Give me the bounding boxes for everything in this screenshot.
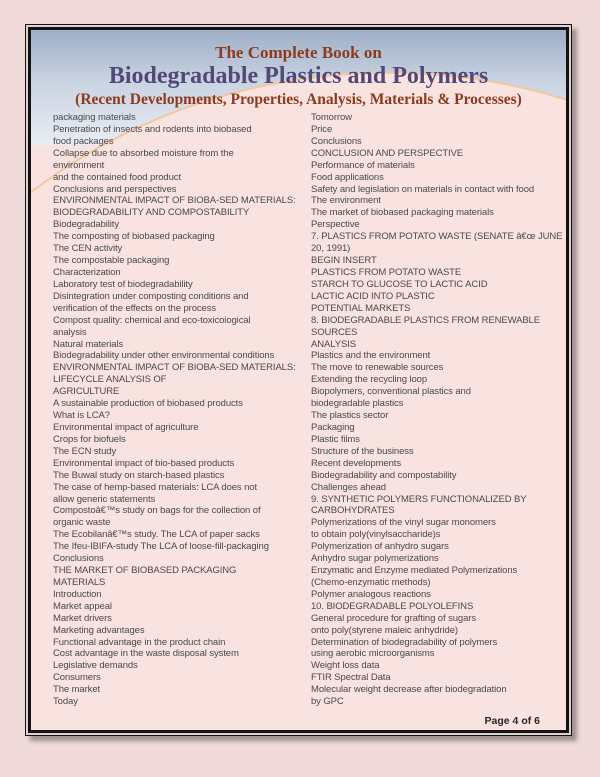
toc-line: Biodegradability and compostability <box>311 469 457 481</box>
toc-line: Conclusions and perspectives <box>53 183 177 195</box>
toc-line: Performance of materials <box>311 159 415 171</box>
frame-outer-border <box>25 24 572 736</box>
book-title: Biodegradable Plastics and Polymers <box>108 63 489 89</box>
toc-line: The composting of biobased packaging <box>53 231 215 243</box>
toc-line: The Ifeu-IBIFA-study The LCA of loose-fill-packaging <box>53 541 269 553</box>
toc-line: AGRICULTURE <box>53 386 120 398</box>
toc-line: FTIR Spectral Data <box>311 672 391 684</box>
toc-line: Compost quality: chemical and eco-toxicoiogical <box>53 314 251 326</box>
toc-line: The market of biobased packaging materials <box>311 207 494 219</box>
toc-line: Anhydro sugar polymerizations <box>311 553 439 565</box>
toc-line: The case of hemp-based materials: LCA does not <box>53 481 257 493</box>
toc-right-column <box>311 112 562 708</box>
toc-line: The environment <box>311 195 381 207</box>
toc-line: to obtain poly(vinylsaccharide)s <box>311 529 441 541</box>
toc-line: General procedure for grafting of sugars <box>311 612 476 624</box>
toc-line: Plastics and the environment <box>311 350 431 362</box>
toc-line: The market <box>53 684 101 696</box>
toc-line: Polymerizations of the vinyl sugar monomers <box>311 517 496 529</box>
toc-line: SOURCES <box>311 326 358 338</box>
toc-line: Legislative demands <box>53 660 138 672</box>
toc-line: Enzymatic and Enzyme mediated Polymerizations <box>311 565 518 577</box>
toc-line: BEGIN INSERT <box>311 255 377 267</box>
toc-line: Biodegradability <box>53 219 119 231</box>
toc-line: Molecular weight decrease after biodegradation <box>311 684 507 696</box>
toc-line: Extending the recycling loop <box>311 374 428 386</box>
toc-line: onto poly(styrene maleic anhydride) <box>311 624 458 636</box>
toc-line: THE MARKET OF BIOBASED PACKAGING <box>53 565 237 577</box>
toc-line: Compostoâ€™s study on bags for the collection of <box>53 505 261 517</box>
toc-line: Environmental impact of agriculture <box>53 421 199 433</box>
book-header <box>31 30 566 109</box>
toc-line: Characterization <box>53 266 121 278</box>
toc-line: 7. PLASTICS FROM POTATO WASTE (SENATE â€œ JUNE <box>311 231 563 243</box>
toc-line: Market drivers <box>53 612 112 624</box>
toc-line: Structure of the business <box>311 445 414 457</box>
toc-line: Plastic films <box>311 433 360 445</box>
toc-line: organic waste <box>53 517 111 529</box>
toc-line: POTENTIAL MARKETS <box>311 302 411 314</box>
toc-line: Laboratory test of biodegradability <box>53 278 193 290</box>
toc-line: Consumers <box>53 672 101 684</box>
document-frame <box>25 24 572 736</box>
toc-line: STARCH TO GLUCOSE TO LACTIC ACID <box>311 278 488 290</box>
toc-line: The ECN study <box>53 445 117 457</box>
toc-line: biodegradable plastics <box>311 398 404 410</box>
toc-line: Perspective <box>311 219 360 231</box>
toc-line: Polymer analogous reactions <box>311 588 431 600</box>
toc-line: CONCLUSION AND PERSPECTIVE <box>311 147 464 159</box>
toc-line: A sustainable production of biobased products <box>53 398 243 410</box>
toc-line: Introduction <box>53 588 102 600</box>
toc-line: Biodegradability under other environmental conditions <box>53 350 275 362</box>
table-of-contents <box>31 109 566 708</box>
toc-line: Marketing advantages <box>53 624 145 636</box>
toc-line: environment <box>53 159 105 171</box>
toc-line: Today <box>53 696 78 708</box>
toc-line: Recent developments <box>311 457 401 469</box>
series-title: The Complete Book on <box>215 43 382 62</box>
toc-line: 9. SYNTHETIC POLYMERS FUNCTIONALIZED BY <box>311 493 527 505</box>
toc-line: CARBOHYDRATES <box>311 505 395 517</box>
toc-line: verification of the effects on the process <box>53 302 217 314</box>
page-panel <box>28 27 569 733</box>
toc-line: Conclusions <box>53 553 104 565</box>
toc-line: PLASTICS FROM POTATO WASTE <box>311 266 462 278</box>
toc-line: The move to renewable sources <box>311 362 444 374</box>
toc-line: Tomorrow <box>311 112 352 123</box>
toc-line: ENVIRONMENTAL IMPACT OF BIOBA-SED MATERIALS: <box>53 362 296 374</box>
toc-line: LIFECYCLE ANALYSIS OF <box>53 374 167 386</box>
toc-line: Penetration of insects and rodents into biobased <box>53 123 252 135</box>
toc-line: Food applications <box>311 171 384 183</box>
toc-line: (Chemo-enzymatic methods) <box>311 576 431 588</box>
toc-line: Biopolymers, conventional plastics and <box>311 386 471 398</box>
toc-line: Market appeal <box>53 600 112 612</box>
toc-line: allow generic statements <box>53 493 156 505</box>
toc-line: food packages <box>53 135 114 147</box>
toc-line: Collapse due to absorbed moisture from the <box>53 147 234 159</box>
toc-line: The plastics sector <box>311 410 389 422</box>
toc-line: Packaging <box>311 421 355 433</box>
toc-line: The Buwal study on starch-based plastics <box>53 469 225 481</box>
book-subtitle: (Recent Developments, Properties, Analysis, Materials & Processes) <box>75 91 522 108</box>
toc-line: Functional advantage in the product chain <box>53 636 226 648</box>
toc-line: Challenges ahead <box>311 481 386 493</box>
toc-line: Safety and legislation on materials in contact with food <box>311 183 535 195</box>
toc-line: Price <box>311 123 333 135</box>
toc-line: using aerobic microorganisms <box>311 648 435 660</box>
toc-line: The CEN activity <box>53 243 123 255</box>
toc-line: Polymerization of anhydro sugars <box>311 541 449 553</box>
toc-line: Cost advantage in the waste disposal system <box>53 648 239 660</box>
toc-line: Conclusions <box>311 135 362 147</box>
toc-line: Natural materials <box>53 338 124 350</box>
toc-line: ENVIRONMENTAL IMPACT OF BIOBA-SED MATERIALS: <box>53 195 296 207</box>
toc-line: analysis <box>53 326 87 338</box>
toc-line: What is LCA? <box>53 410 110 422</box>
toc-line: by GPC <box>311 696 344 708</box>
toc-left-column <box>53 112 311 708</box>
toc-line: and the contained food product <box>53 171 181 183</box>
toc-line: 8. BIODEGRADABLE PLASTICS FROM RENEWABLE <box>311 314 540 326</box>
toc-line: 10. BIODEGRADABLE POLYOLEFINS <box>311 600 474 612</box>
toc-line: Environmental impact of bio-based products <box>53 457 235 469</box>
toc-line: BIODEGRADABILITY AND COMPOSTABILITY <box>53 207 250 219</box>
toc-line: ANALYSIS <box>311 338 356 350</box>
toc-line: The compostable packaging <box>53 255 170 267</box>
toc-line: LACTIC ACID INTO PLASTIC <box>311 290 435 302</box>
toc-line: packaging materials <box>53 112 136 123</box>
toc-line: Crops for biofuels <box>53 433 126 445</box>
toc-line: Weight loss data <box>311 660 380 672</box>
page-number: Page 4 of 6 <box>484 715 540 727</box>
toc-line: MATERIALS <box>53 576 106 588</box>
toc-line: Determination of biodegradability of polymers <box>311 636 498 648</box>
toc-line: 20, 1991) <box>311 243 351 255</box>
toc-line: Disintegration under composting conditions and <box>53 290 249 302</box>
toc-line: The Ecobilanâ€™s study. The LCA of paper sacks <box>53 529 260 541</box>
